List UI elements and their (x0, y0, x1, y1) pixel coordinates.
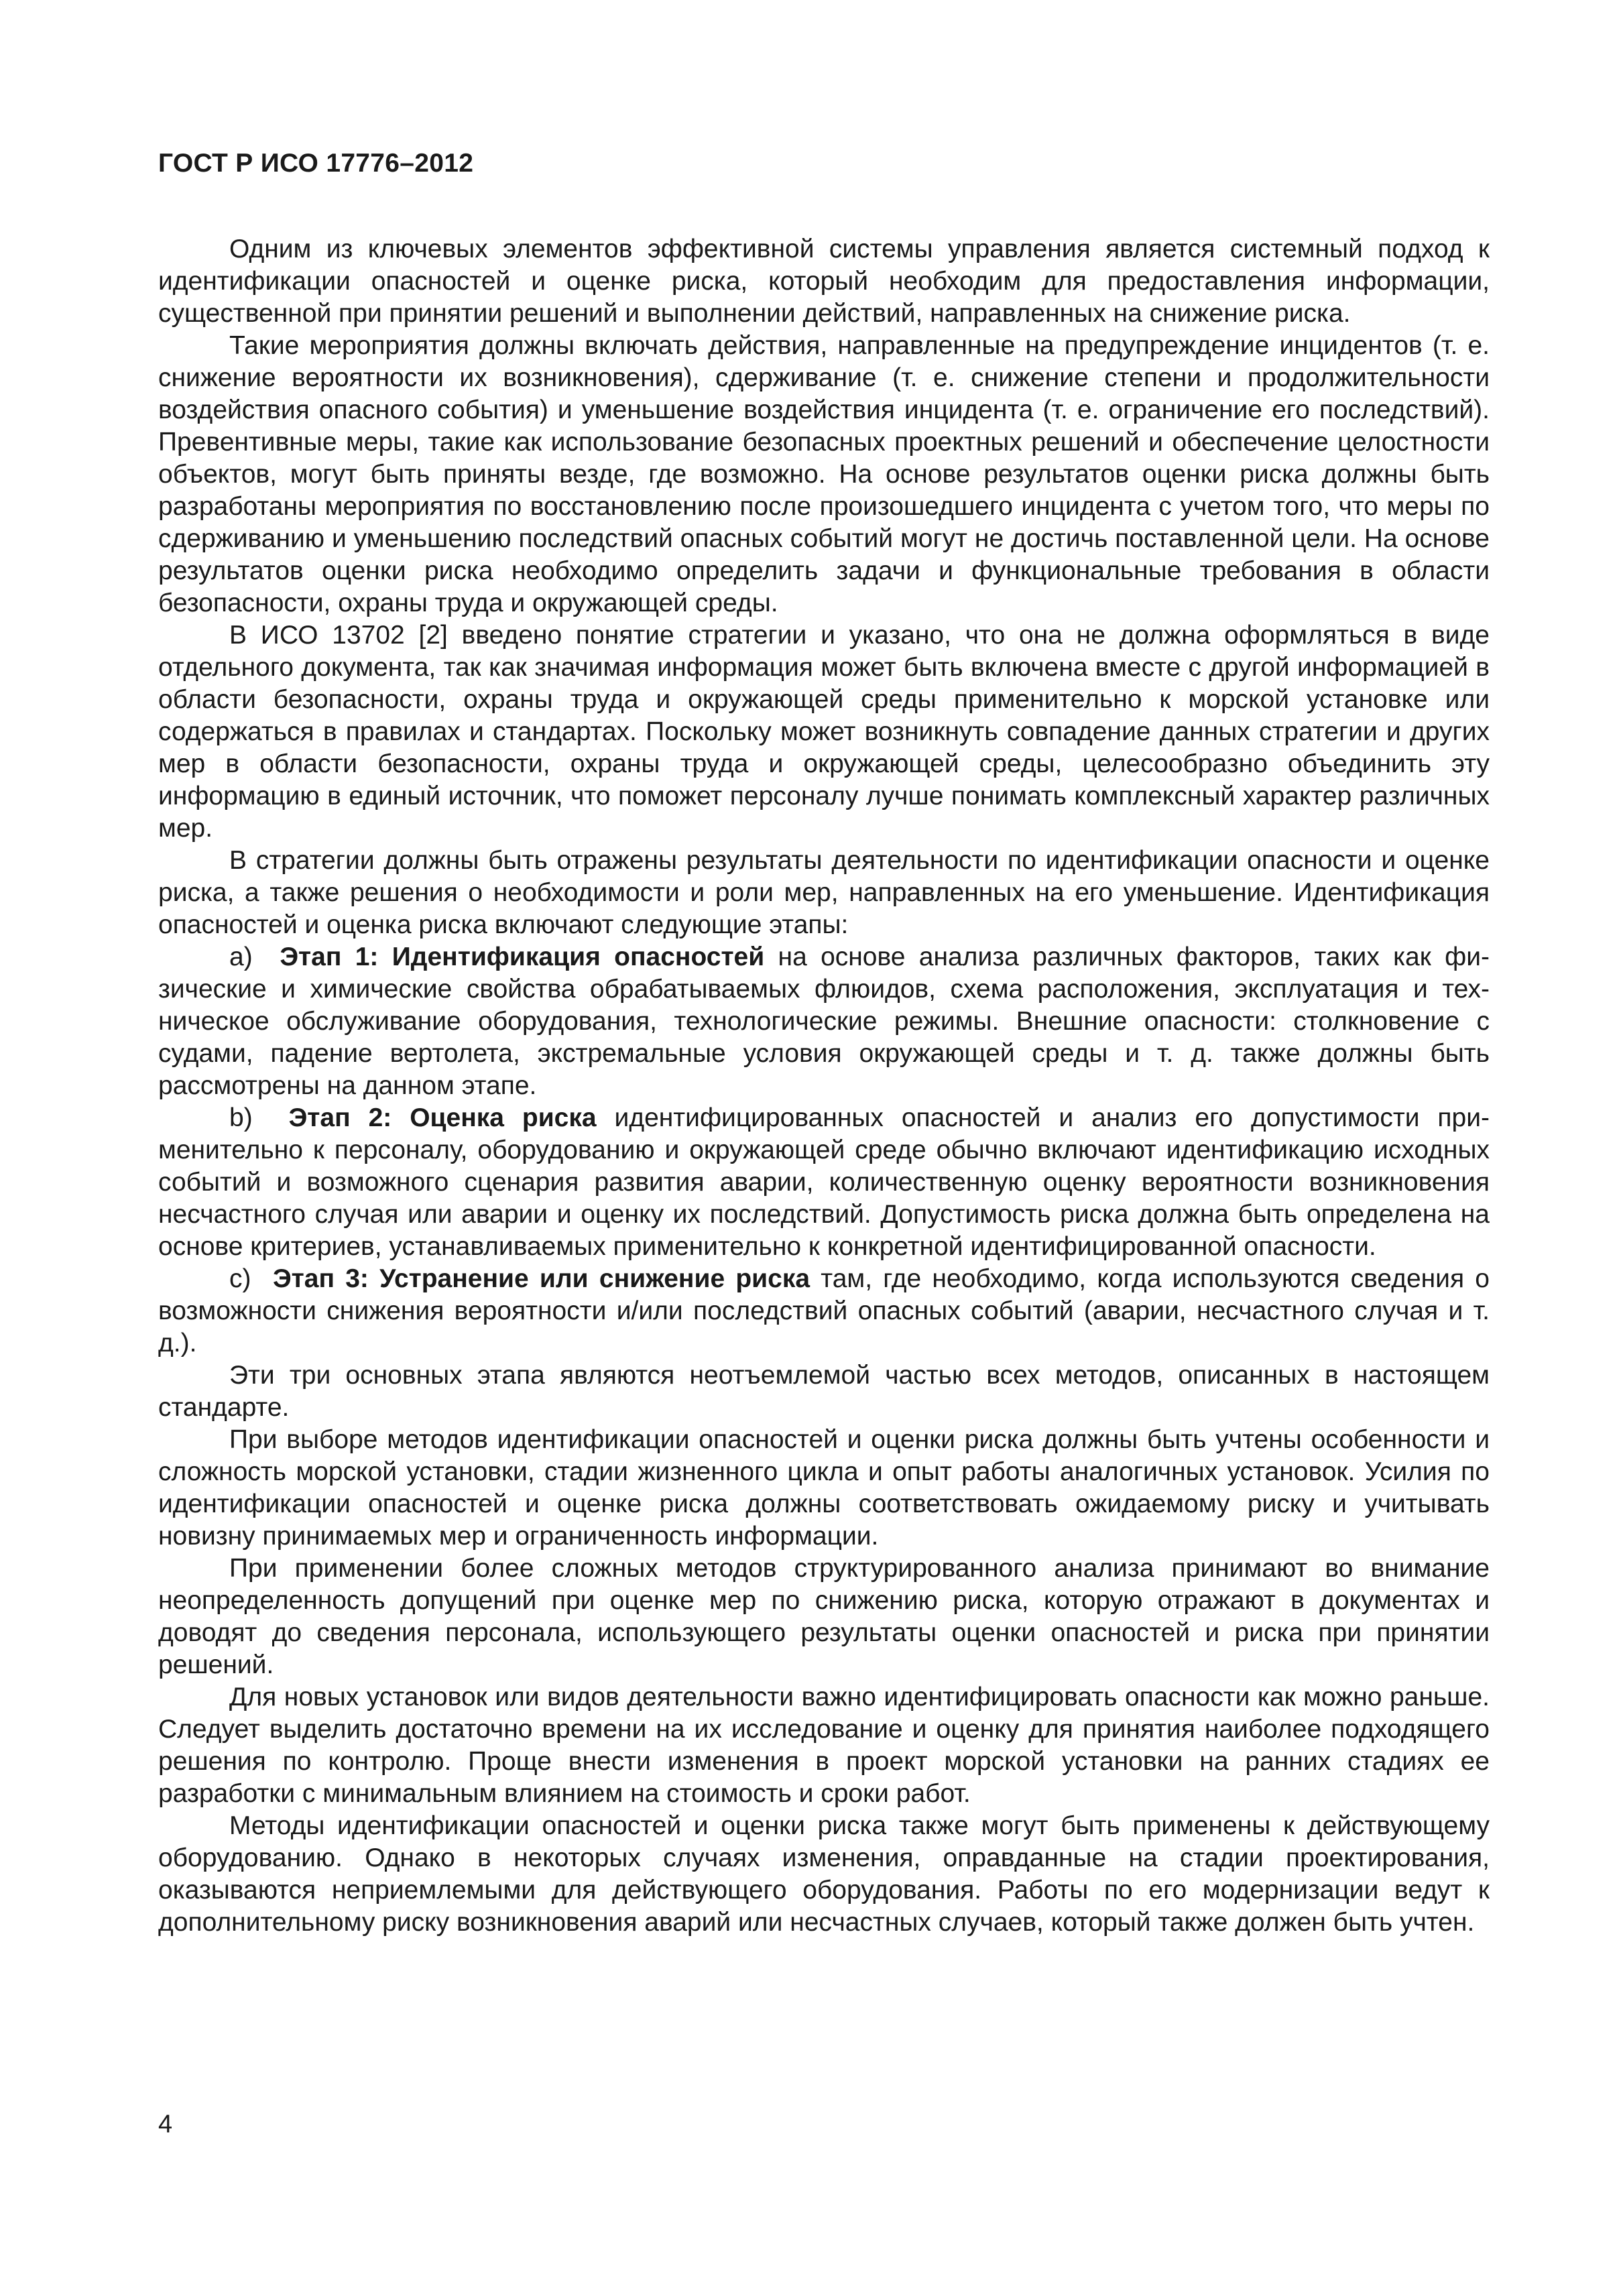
list-item-a-heading: Этап 1: Идентификация опасностей (280, 943, 765, 971)
document-body (158, 233, 1490, 1939)
list-item-c (158, 1263, 1490, 1360)
list-item-b-text: идентифицированных опасностей и анализ его допустимости применительно к персоналу, оборудованию и окружающей среде обычно включают идентификацию исходных событий и возможного сценария развития аварии, количественную оценку вероятности возникновения несчастного случая или аварии и оценку их последствий. Допустимость риска должна быть определена на основе критериев, устанавливаемых применительно к конкретной идентифицированной опасности. (158, 1103, 1490, 1261)
list-item-b-heading: Этап 2: Оценка риска (288, 1103, 597, 1132)
paragraph-4: В стратегии должны быть отражены результаты деятельности по идентификации опасности и оценке риска, а также решения о необходимости и роли мер, направленных на его уменьшение. Идентификация опасностей и оценка риска включают следующие этапы: (158, 846, 1490, 939)
list-item-c-marker: с) (229, 1264, 251, 1293)
list-item-a-marker: а) (229, 943, 253, 971)
paragraph-8: Для новых установок или видов деятельности важно идентифицировать опасности как можно раньше. Следует выделить достаточно времени на их исследование и оценку для принятия наиболее подходящего решения по контролю. Проще внести изменения в проект морской установки на ранних стадиях ее разработки с минимальным влиянием на стоимость и сроки работ. (158, 1683, 1490, 1808)
list-item-b-marker: b) (229, 1103, 253, 1132)
list-item-b (158, 1102, 1490, 1263)
paragraph-2: Такие мероприятия должны включать действия, направленные на предупреждение инцидентов (т. е. снижение вероятности их возникновения), сдерживание (т. е. снижение степени и продолжительности воздействия опасного события) и уменьшение воздействия инцидента (т. е. ограничение его последствий). Превентивные меры, такие как использование безопасных проектных решений и обеспечение целостности объектов, могут быть приняты везде, где возможно. На основе результатов оценки риска должны быть разработаны мероприятия по восстановлению после произошедшего инцидента с учетом того, что меры по сдерживанию и уменьшению последствий опасных событий могут не достичь поставленной цели. На основе результатов оценки риска необходимо определить задачи и функциональные требования в области безопасности, охраны труда и окружающей среды. (158, 331, 1490, 617)
document-header: ГОСТ Р ИСО 17776–2012 (158, 149, 474, 178)
list-item-a-text: на основе анализа различных факторов, таких как физические и химические свойства обрабатываемых флюидов, схема расположения, эксплуатация и техническое обслуживание оборудования, технологические режимы. Внешние опасности: столкновение с судами, падение вертолета, экстремальные условия окружающей среды и т. д. также должны быть рассмотрены на данном этапе. (158, 943, 1490, 1100)
list-item-c-text: там, где необходимо, когда используются сведения о возможности снижения вероятности и/или последствий опасных событий (аварии, несчастного случая и т. д.). (158, 1264, 1490, 1357)
paragraph-5: Эти три основных этапа являются неотъемлемой частью всех методов, описанных в настоящем стандарте. (158, 1361, 1490, 1422)
list-item-c-heading: Этап 3: Устранение или снижение риска (272, 1264, 810, 1293)
paragraph-7: При применении более сложных методов структурированного анализа принимают во внимание неопределенность допущений при оценке мер по снижению риска, которую отражают в документах и доводят до сведения персонала, использующего результаты оценки опасностей и риска при принятии решений. (158, 1554, 1490, 1679)
paragraph-9: Методы идентификации опасностей и оценки риска также могут быть применены к действующему оборудованию. Однако в некоторых случаях изменения, оправданные на стадии проектирования, оказываются неприемлемыми для действующего оборудования. Работы по его модернизации ведут к дополнительному риску возникновения аварий или несчастных случаев, который также должен быть учтен. (158, 1811, 1490, 1937)
paragraph-6: При выборе методов идентификации опасностей и оценки риска должны быть учтены особенности и сложность морской установки, стадии жизненного цикла и опыт работы аналогичных установок. Усилия по идентификации опасностей и оценке риска должны соответствовать ожидаемому риску и учитывать новизну принимаемых мер и ограниченность информации. (158, 1425, 1490, 1551)
list-item-a (158, 941, 1490, 1102)
paragraph-1: Одним из ключевых элементов эффективной системы управления является системный подход к идентификации опасностей и оценке риска, который необходим для предоставления информации, существенной при принятии решений и выполнении действий, направленных на снижение риска. (158, 235, 1490, 328)
page-number: 4 (158, 2110, 173, 2138)
paragraph-3: В ИСО 13702 [2] введено понятие стратегии и указано, что она не должна оформляться в виде отдельного документа, так как значимая информация может быть включена вместе с другой информацией в области безопасности, охраны труда и окружающей среды применительно к морской установке или содержаться в правилах и стандартах. Поскольку может возникнуть совпадение данных стратегии и других мер в области безопасности, охраны труда и окружающей среды, целесообразно объединить эту информацию в единый источник, что поможет персоналу лучше понимать комплексный характер различных мер. (158, 621, 1490, 843)
